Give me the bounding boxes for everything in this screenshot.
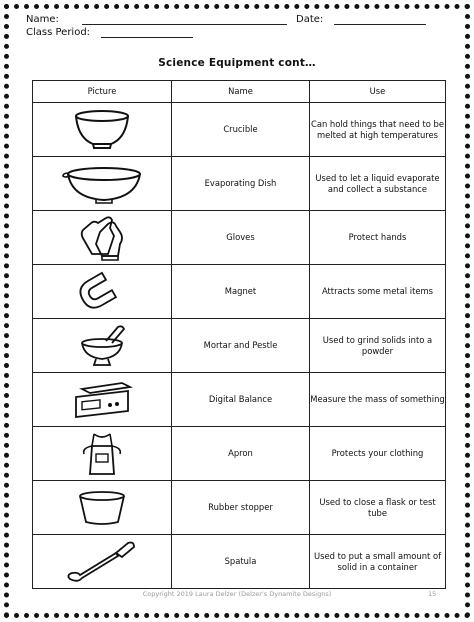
name-cell: Rubber stopper bbox=[172, 481, 310, 535]
name-cell: Apron bbox=[172, 427, 310, 481]
class-period-label: Class Period: bbox=[26, 27, 91, 38]
equipment-table bbox=[32, 80, 446, 589]
date-field[interactable] bbox=[334, 15, 426, 25]
use-cell: Used to put a small amount of solid in a container bbox=[310, 535, 446, 589]
apron-icon bbox=[72, 430, 132, 478]
use-cell: Used to grind solids into a powder bbox=[310, 319, 446, 373]
evaporating-dish-icon bbox=[60, 162, 144, 206]
use-cell: Protects your clothing bbox=[310, 427, 446, 481]
picture-cell bbox=[33, 211, 172, 265]
date-label: Date: bbox=[296, 14, 324, 25]
name-field[interactable] bbox=[82, 15, 287, 25]
name-label: Name: bbox=[26, 14, 59, 25]
table-header-row bbox=[33, 81, 446, 103]
use-cell: Protect hands bbox=[310, 211, 446, 265]
table-row bbox=[33, 211, 446, 265]
column-header-name: Name bbox=[172, 81, 310, 103]
picture-cell bbox=[33, 373, 172, 427]
picture-cell bbox=[33, 265, 172, 319]
column-header-use: Use bbox=[310, 81, 446, 103]
name-cell: Crucible bbox=[172, 103, 310, 157]
picture-cell bbox=[33, 535, 172, 589]
use-cell: Used to close a flask or test tube bbox=[310, 481, 446, 535]
magnet-icon bbox=[72, 269, 132, 315]
picture-cell bbox=[33, 427, 172, 481]
picture-cell bbox=[33, 319, 172, 373]
page-title: Science Equipment cont… bbox=[158, 57, 316, 69]
spatula-icon bbox=[62, 539, 142, 585]
name-row bbox=[26, 14, 287, 25]
name-cell: Evaporating Dish bbox=[172, 157, 310, 211]
use-cell: Can hold things that need to be melted at high temperatures bbox=[310, 103, 446, 157]
gloves-icon bbox=[72, 214, 132, 262]
copyright-footer: Copyright 2019 Laura Delzer (Delzer's Dynamite Designs) bbox=[142, 590, 332, 598]
table-row bbox=[33, 535, 446, 589]
mortar-and-pestle-icon bbox=[72, 323, 132, 369]
name-cell: Mortar and Pestle bbox=[172, 319, 310, 373]
crucible-icon bbox=[67, 108, 137, 152]
use-cell: Used to let a liquid evaporate and collect a substance bbox=[310, 157, 446, 211]
digital-balance-icon bbox=[70, 377, 134, 423]
name-cell: Digital Balance bbox=[172, 373, 310, 427]
use-cell: Attracts some metal items bbox=[310, 265, 446, 319]
picture-cell bbox=[33, 481, 172, 535]
table-row bbox=[33, 481, 446, 535]
table-row bbox=[33, 265, 446, 319]
column-header-picture: Picture bbox=[33, 81, 172, 103]
rubber-stopper-icon bbox=[72, 486, 132, 530]
table-row bbox=[33, 319, 446, 373]
page-number: 15 bbox=[428, 590, 437, 598]
table-row bbox=[33, 427, 446, 481]
picture-cell bbox=[33, 157, 172, 211]
table-row bbox=[33, 103, 446, 157]
name-cell: Gloves bbox=[172, 211, 310, 265]
use-cell: Measure the mass of something bbox=[310, 373, 446, 427]
class-period-field[interactable] bbox=[101, 28, 193, 38]
name-cell: Spatula bbox=[172, 535, 310, 589]
class-period-row bbox=[26, 27, 193, 38]
table-row bbox=[33, 157, 446, 211]
date-row bbox=[296, 14, 426, 25]
picture-cell bbox=[33, 103, 172, 157]
name-cell: Magnet bbox=[172, 265, 310, 319]
table-row bbox=[33, 373, 446, 427]
